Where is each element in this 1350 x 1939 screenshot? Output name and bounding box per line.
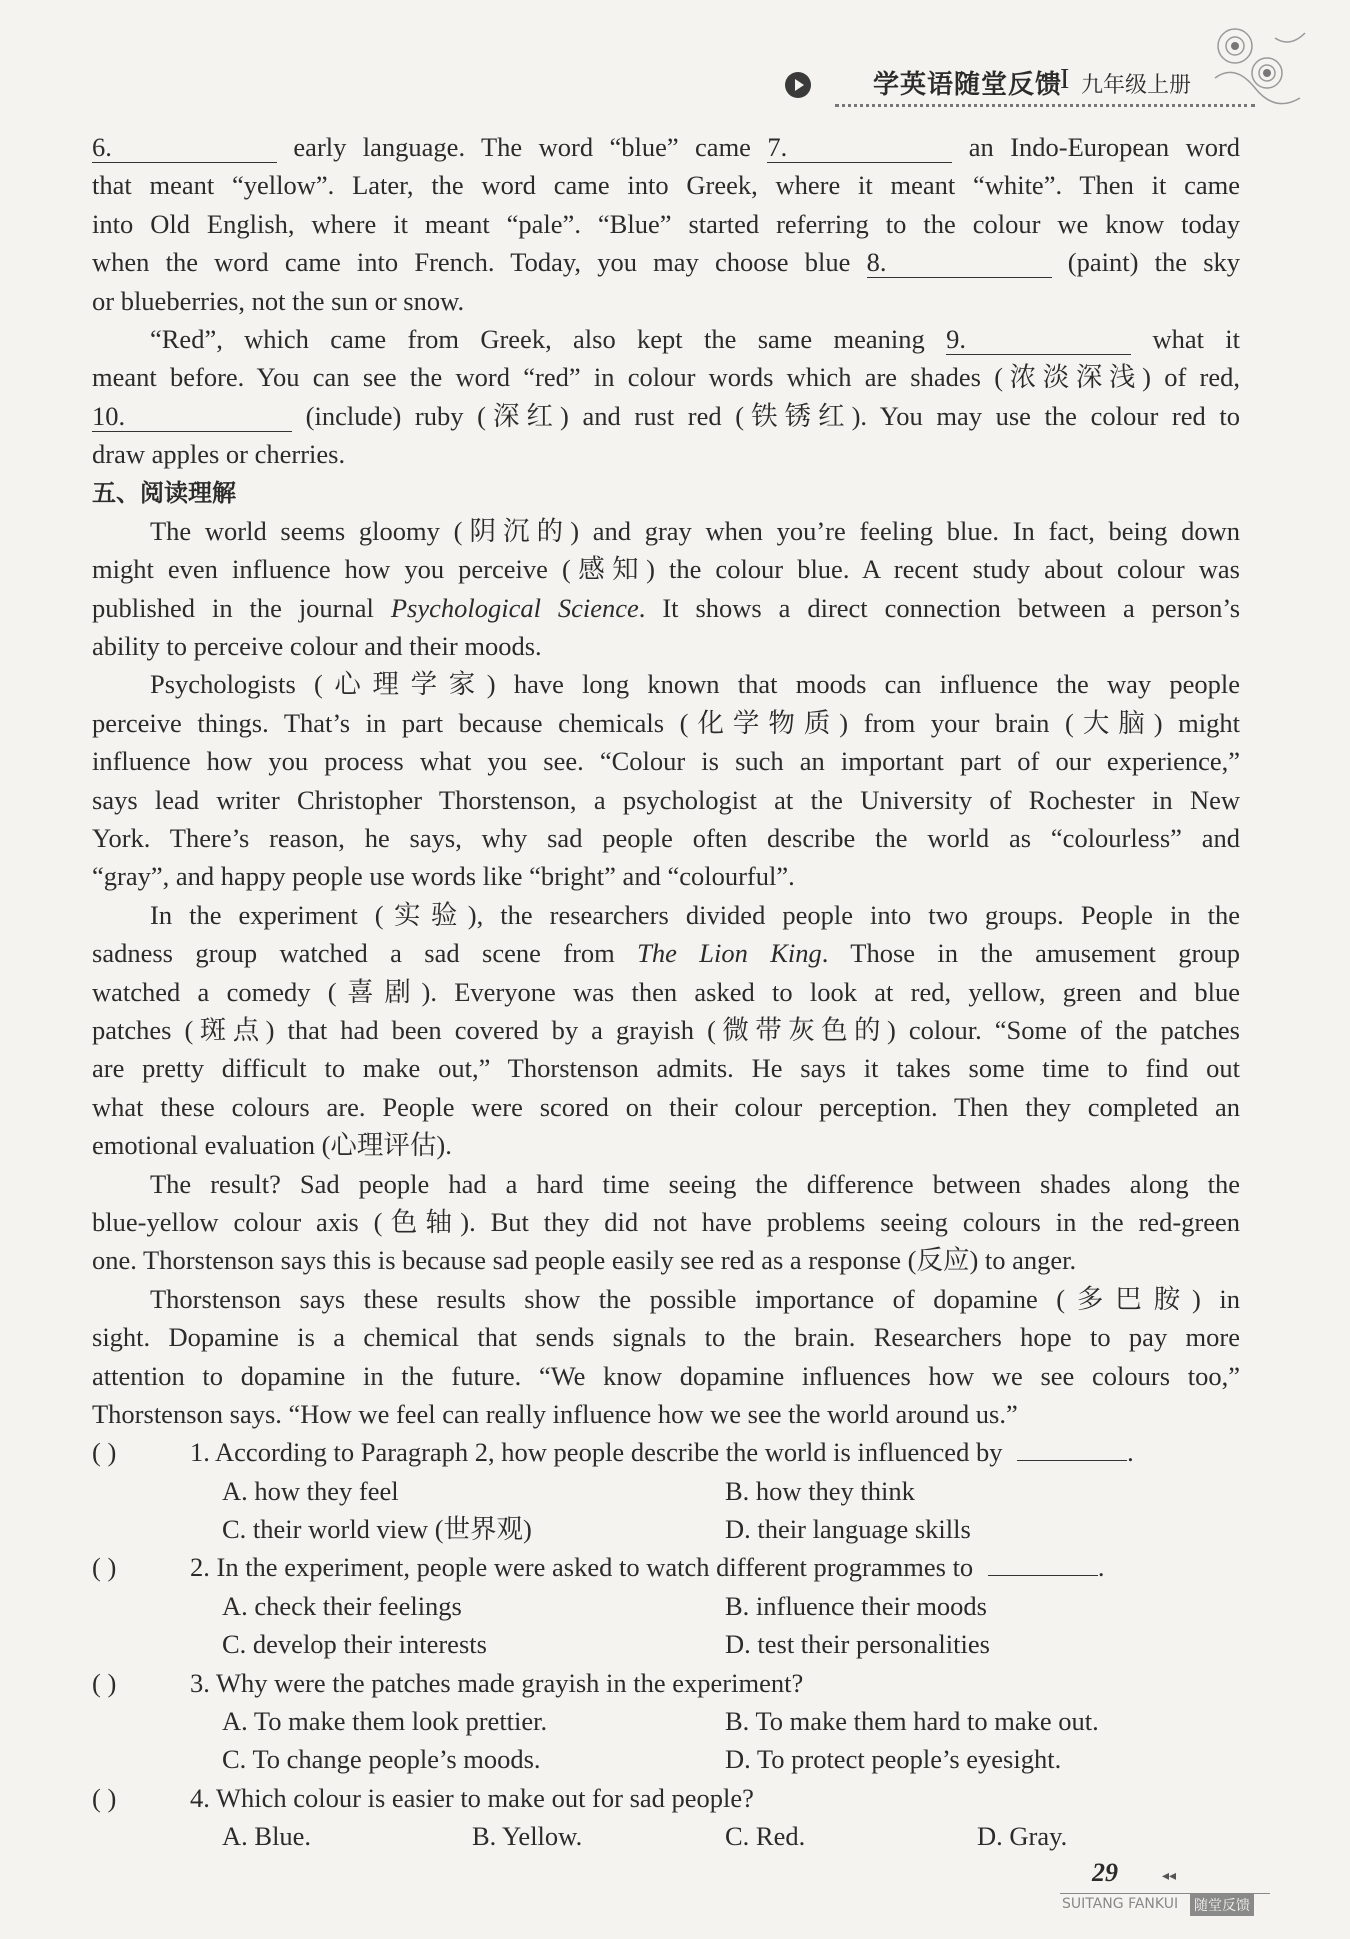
reading-line: The result? Sad people had a hard time seeing the difference between shades along the — [150, 1168, 1240, 1199]
option[interactable]: B. how they think — [725, 1475, 915, 1506]
reading-line: In the experiment (实验), the researchers divided people into two groups. People in the — [150, 899, 1240, 930]
reading-line: sight. Dopamine is a chemical that sends signals to the brain. Researchers hope to pay more — [92, 1322, 1240, 1353]
passage-line: that meant “yellow”. Later, the word came into Greek, where it meant “white”. Then it came — [92, 170, 1240, 201]
option[interactable]: A. Blue. — [222, 1821, 312, 1852]
journal-name: Psychological Science — [390, 592, 639, 623]
film-title: The Lion King — [637, 938, 822, 969]
reading-line: Psychologists (心理学家) have long known that moods can influence the way people — [150, 669, 1240, 700]
reading-line: Thorstenson says these results show the possible importance of dopamine (多巴胺) in — [150, 1283, 1240, 1314]
blank-7[interactable]: 7. — [767, 132, 952, 163]
question-stem: ( ) 3. Why were the patches made grayish in the experiment? — [92, 1664, 1240, 1702]
question-stem: ( ) 2. In the experiment, people were asked to watch different programmes to . — [92, 1548, 1240, 1586]
question-stem: ( ) 4. Which colour is easier to make out for sad people? — [92, 1779, 1240, 1817]
option-row — [92, 1625, 1240, 1663]
option[interactable]: A. To make them look prettier. — [222, 1706, 548, 1737]
book-subtitle: 九年级上册 — [1081, 73, 1192, 98]
reading-line: sadness group watched a sad scene from The Lion King. Those in the amusement group — [92, 938, 1240, 969]
reading-line: blue-yellow colour axis (色轴). But they did not have problems seeing colours in the red-green — [92, 1206, 1240, 1237]
footer-badge: 随堂反馈 — [1190, 1894, 1254, 1916]
blank-9[interactable]: 9. — [946, 324, 1131, 355]
reading-line: perceive things. That’s in part because chemicals (化学物质) from your brain (大脑) might — [92, 707, 1240, 738]
reading-line: influence how you process what you see. “Colour is such an important part of our experience,” — [92, 746, 1240, 777]
reading-line: Thorstenson says. “How we feel can really influence how we see the world around us.” — [92, 1398, 1018, 1429]
reading-line: are pretty difficult to make out,” Thorstenson admits. He says it takes some time to find out — [92, 1053, 1240, 1084]
option-row — [92, 1740, 1240, 1778]
play-icon — [785, 72, 811, 98]
option[interactable]: D. Gray. — [977, 1821, 1068, 1852]
answer-bracket[interactable]: ( ) — [92, 1667, 117, 1698]
answer-bracket[interactable]: ( ) — [92, 1437, 117, 1468]
option[interactable]: C. To change people’s moods. — [222, 1744, 541, 1775]
option[interactable]: B. Yellow. — [472, 1821, 583, 1852]
question-blank — [1017, 1460, 1127, 1461]
question-blank — [988, 1575, 1098, 1576]
option[interactable]: A. how they feel — [222, 1475, 399, 1506]
flower-decoration-icon — [1205, 18, 1315, 118]
answer-bracket[interactable]: ( ) — [92, 1552, 117, 1583]
reading-line: “gray”, and happy people use words like “bright” and “colourful”. — [92, 861, 795, 892]
option[interactable]: D. their language skills — [725, 1514, 971, 1545]
passage-line: or blueberries, not the sun or snow. — [92, 285, 465, 316]
option-row — [92, 1510, 1240, 1548]
option[interactable]: C. Red. — [725, 1821, 806, 1852]
option[interactable]: B. influence their moods — [725, 1590, 987, 1621]
reading-line: patches (斑点) that had been covered by a grayish (微带灰色的) colour. “Some of the patches — [92, 1014, 1240, 1045]
reading-line: published in the journal Psychological Science. It shows a direct connection between a person’s — [92, 592, 1240, 623]
passage-line: 10. (include) ruby (深红) and rust red (铁锈红). You may use the colour red to — [92, 400, 1240, 431]
header-separator: I — [1060, 64, 1070, 95]
passage-line: 6. early language. The word “blue” came 7. an Indo-European word — [92, 132, 1240, 162]
reading-line: The world seems gloomy (阴沉的) and gray when you’re feeling blue. In fact, being down — [150, 515, 1240, 546]
option[interactable]: D. test their personalities — [725, 1629, 990, 1660]
header-dotted-divider — [835, 104, 1255, 107]
option-row — [92, 1472, 1240, 1510]
reading-line: one. Thorstenson says this is because sad people easily see red as a response (反应) to anger. — [92, 1245, 1077, 1276]
answer-bracket[interactable]: ( ) — [92, 1782, 117, 1813]
reading-line: attention to dopamine in the future. “We know dopamine influences how we see colours too,” — [92, 1360, 1240, 1391]
passage-line: draw apples or cherries. — [92, 439, 346, 470]
option[interactable]: A. check their feelings — [222, 1590, 462, 1621]
reading-line: might even influence how you perceive (感知) the colour blue. A recent study about colour was — [92, 554, 1240, 585]
reading-line: emotional evaluation (心理评估). — [92, 1130, 452, 1161]
reading-line: watched a comedy (喜剧). Everyone was then asked to look at red, yellow, green and blue — [92, 976, 1240, 1007]
passage-line: meant before. You can see the word “red” in colour words which are shades (浓淡深浅) of red, — [92, 362, 1240, 393]
option[interactable]: C. develop their interests — [222, 1629, 487, 1660]
passage-line: into Old English, where it meant “pale”. “Blue” started referring to the colour we know today — [92, 208, 1240, 239]
option-row — [92, 1702, 1240, 1740]
passage-line: when the word came into French. Today, you may choose blue 8. (paint) the sky — [92, 247, 1240, 278]
reading-line: ability to perceive colour and their moods. — [92, 631, 542, 662]
book-title: 学英语随堂反馈 — [873, 70, 1063, 100]
reading-line: York. There’s reason, he says, why sad people often describe the world as “colourless” and — [92, 823, 1240, 854]
question-stem: ( ) 1. According to Paragraph 2, how people describe the world is influenced by . — [92, 1433, 1240, 1471]
page-content — [92, 128, 1240, 1856]
option[interactable]: D. To protect people’s eyesight. — [725, 1744, 1062, 1775]
option[interactable]: B. To make them hard to make out. — [725, 1706, 1099, 1737]
blank-10[interactable]: 10. — [92, 401, 292, 432]
footer-label: SUITANG FANKUI — [1062, 1896, 1179, 1912]
passage-line: “Red”, which came from Greek, also kept the same meaning 9. what it — [150, 323, 1240, 354]
option-row — [92, 1587, 1240, 1625]
option-row — [92, 1817, 1240, 1855]
blank-6[interactable]: 6. — [92, 132, 277, 163]
double-arrow-left-icon: ◂◂ — [1162, 1869, 1177, 1884]
reading-line: what these colours are. People were scored on their colour perception. Then they completed an — [92, 1091, 1240, 1122]
page-number: 29 — [1092, 1858, 1118, 1887]
blank-8[interactable]: 8. — [867, 247, 1052, 278]
section-title: 五、阅读理解 — [92, 478, 236, 507]
reading-line: says lead writer Christopher Thorstenson, a psychologist at the University of Rochester in New — [92, 784, 1240, 815]
option[interactable]: C. their world view (世界观) — [222, 1514, 532, 1545]
